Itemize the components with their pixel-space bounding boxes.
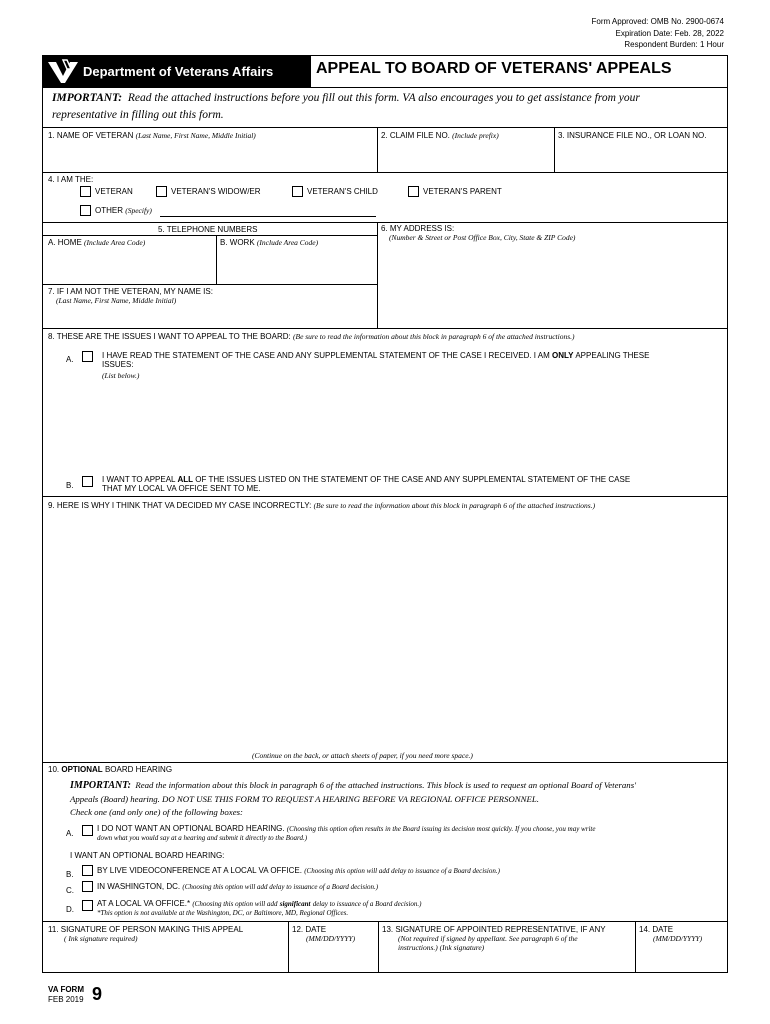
reasons-field[interactable] <box>43 512 727 750</box>
block10-c-text: IN WASHINGTON, DC. (Choosing this option will add delay to issuance of a Board decision.) <box>97 882 379 891</box>
option-veteran-label: VETERAN <box>95 187 133 196</box>
block10-a-hint-2: down what you would say at a hearing and submit it directly to the Board.) <box>97 834 308 842</box>
block5-label: 5. TELEPHONE NUMBERS <box>158 225 258 234</box>
block2-label: 2. CLAIM FILE NO. (Include prefix) <box>381 131 499 140</box>
appellant-name-field[interactable] <box>43 307 377 328</box>
expiration-date: Expiration Date: Feb. 28, 2022 <box>615 29 724 38</box>
checkbox-issues-listed[interactable] <box>82 351 93 362</box>
block12-label: 12. DATE <box>292 925 327 934</box>
agency-name: Department of Veterans Affairs <box>83 64 274 79</box>
appellant-date-field[interactable] <box>289 945 378 972</box>
checkbox-veteran[interactable] <box>80 186 91 197</box>
representative-signature-field[interactable] <box>379 953 635 972</box>
checkbox-parent[interactable] <box>408 186 419 197</box>
block10-label: 10. OPTIONAL BOARD HEARING <box>48 765 173 774</box>
option-child-label: VETERAN'S CHILD <box>307 187 378 196</box>
block8-b-letter: B. <box>66 481 74 490</box>
checkbox-child[interactable] <box>292 186 303 197</box>
checkbox-widow[interactable] <box>156 186 167 197</box>
block7-label: 7. IF I AM NOT THE VETERAN, MY NAME IS: <box>48 287 213 296</box>
checkbox-appeal-all[interactable] <box>82 476 93 487</box>
block10-d-text: AT A LOCAL VA OFFICE.* (Choosing this option will add significant delay to issuance of a Board decision.) <box>97 899 422 908</box>
block1-label: 1. NAME OF VETERAN (Last Name, First Name, Middle Initial) <box>48 131 256 140</box>
respondent-burden: Respondent Burden: 1 Hour <box>624 40 724 49</box>
option-parent-label: VETERAN'S PARENT <box>423 187 502 196</box>
block8-b-text-2: THAT MY LOCAL VA OFFICE SENT TO ME. <box>102 484 261 493</box>
checkbox-no-hearing[interactable] <box>82 825 93 836</box>
work-phone-label: B. WORK (Include Area Code) <box>220 238 319 247</box>
block9-label: 9. HERE IS WHY I THINK THAT VA DECIDED MY CASE INCORRECTLY: (Be sure to read the information about this block in paragraph 6 of the attached instructions.) <box>48 501 596 510</box>
block10-d-note: *This option is not available at the Washington, DC, or Baltimore, MD, Regional Offices. <box>97 909 349 917</box>
veteran-name-field[interactable] <box>43 143 377 171</box>
block10-want-hearing: I WANT AN OPTIONAL BOARD HEARING: <box>70 851 225 860</box>
block6-hint: (Number & Street or Post Office Box, City, State & ZIP Code) <box>389 233 576 242</box>
form-title: APPEAL TO BOARD OF VETERANS' APPEALS <box>316 60 672 77</box>
block10-c-letter: C. <box>66 886 74 895</box>
block8-a-letter: A. <box>66 355 74 364</box>
important-line-1: IMPORTANT: Read the attached instructions before you fill out this form. VA also encourages you to get assistance from your <box>52 92 640 104</box>
block11-label: 11. SIGNATURE OF PERSON MAKING THIS APPEAL <box>48 925 244 934</box>
address-field[interactable] <box>378 245 727 328</box>
block10-b-text: BY LIVE VIDEOCONFERENCE AT A LOCAL VA OFFICE. (Choosing this option will add delay to issuance of a Board decision.) <box>97 866 500 875</box>
block10-d-letter: D. <box>66 905 74 914</box>
omb-number: Form Approved: OMB No. 2900-0674 <box>591 17 724 26</box>
block10-a-letter: A. <box>66 829 74 838</box>
block10-important-2: Appeals (Board) hearing. DO NOT USE THIS FORM TO REQUEST A HEARING BEFORE VA REGIONAL OFFICE PERSONNEL. <box>70 794 539 804</box>
va-logo-icon <box>47 58 79 85</box>
block10-b-letter: B. <box>66 870 74 879</box>
block9-continue: (Continue on the back, or attach sheets of paper, if you need more space.) <box>252 751 473 760</box>
block10-important-1: IMPORTANT: Read the information about this block in paragraph 6 of the attached instructions. This block is used to request an optional Board of Veterans' <box>70 780 637 791</box>
block8-a-text-2: ISSUES: <box>102 360 134 369</box>
block13-hint-1: (Not required if signed by appellant. See paragraph 6 of the <box>398 934 578 943</box>
agency-bar <box>43 56 311 87</box>
block8-a-text: I HAVE READ THE STATEMENT OF THE CASE AND ANY SUPPLEMENTAL STATEMENT OF THE CASE I RECEIVED. I AM ONLY APPEALING THESE <box>102 351 650 360</box>
block8-b-text: I WANT TO APPEAL ALL OF THE ISSUES LISTED ON THE STATEMENT OF THE CASE AND ANY SUPPLEMENTAL STATEMENT OF THE CASE <box>102 475 631 484</box>
block4-label: 4. I AM THE: <box>48 175 94 184</box>
footer-form-number: 9 <box>92 984 103 1004</box>
block6-label: 6. MY ADDRESS IS: <box>381 224 455 233</box>
block13-label: 13. SIGNATURE OF APPOINTED REPRESENTATIVE, IF ANY <box>382 925 606 934</box>
block13-hint-2: instructions.) (Ink signature) <box>398 943 485 952</box>
checkbox-other[interactable] <box>80 205 91 216</box>
block3-label: 3. INSURANCE FILE NO., OR LOAN NO. <box>558 131 707 140</box>
work-phone-field[interactable] <box>217 249 377 284</box>
checkbox-local-office[interactable] <box>82 900 93 911</box>
issues-list-field[interactable] <box>100 382 720 470</box>
checkbox-videoconference[interactable] <box>82 865 93 876</box>
option-other-label: OTHER (Specify) <box>95 206 152 215</box>
block7-hint: (Last Name, First Name, Middle Initial) <box>56 296 177 305</box>
footer-date: FEB 2019 <box>48 995 84 1004</box>
block14-hint: (MM/DD/YYYY) <box>653 934 703 943</box>
block8-a-hint: (List below.) <box>102 371 140 380</box>
claim-file-field[interactable] <box>378 143 554 171</box>
block8-label: 8. THESE ARE THE ISSUES I WANT TO APPEAL TO THE BOARD: (Be sure to read the information about this block in paragraph 6 of the attached instructions.) <box>48 332 575 341</box>
block11-hint: ( Ink signature required) <box>64 934 138 943</box>
home-phone-label: A. HOME (Include Area Code) <box>48 238 146 247</box>
block12-hint: (MM/DD/YYYY) <box>306 934 356 943</box>
option-widow-label: VETERAN'S WIDOW/ER <box>171 187 261 196</box>
home-phone-field[interactable] <box>43 249 216 284</box>
insurance-file-field[interactable] <box>555 143 727 171</box>
checkbox-washington[interactable] <box>82 881 93 892</box>
block14-label: 14. DATE <box>639 925 674 934</box>
important-line-2: representative in filling out this form. <box>52 109 224 121</box>
footer-form-label: VA FORM <box>48 985 84 994</box>
representative-date-field[interactable] <box>636 945 727 972</box>
block10-important-3: Check one (and only one) of the following boxes: <box>70 807 243 817</box>
appellant-signature-field[interactable] <box>43 945 288 972</box>
block10-a-text: I DO NOT WANT AN OPTIONAL BOARD HEARING. (Choosing this option often results in the Board issuing its decision most quickly. If you choose, you may write <box>97 824 596 833</box>
